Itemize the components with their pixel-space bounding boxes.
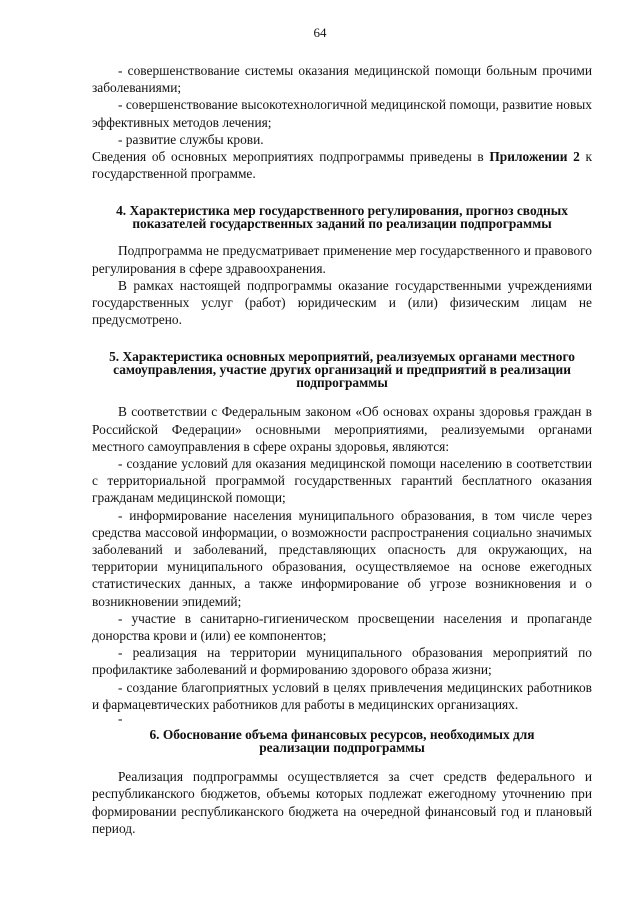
section-6-heading: 6. Обоснование объема финансовых ресурсов, необходимых для реализации подпрограммы [149,727,535,756]
page-number: 64 [313,25,327,40]
events-note-tail: к государственной программе. [92,149,592,182]
list-item: - создание условий для оказания медицинской помощи населению в соответствии с территориальной программой государственных гарантий бесплатного оказания гражданам медицинской помощи; [92,456,592,506]
list-item: - создание благоприятных условий в целях привлечения медицинских работников и фармацевтических работников для работы в медицинских организациях. [92,679,592,712]
section-4-paragraph: В рамках настоящей подпрограммы оказание государственными учреждениями государственных услуг (работ) юридическим и (или) физическим лицам не предусмотрено. [92,277,592,328]
list-top [92,62,592,182]
list-item: - развитие службы крови. [118,131,264,147]
list-item: - совершенствование системы оказания медицинской помощи больным прочими заболеваниями; [92,63,592,96]
list-item: - совершенствование высокотехнологичной медицинской помощи, развитие новых эффективных методов лечения; [92,97,592,130]
section-4-paragraph: Подпрограмма не предусматривает применение мер государственного и правового регулирования в сфере здравоохранения. [92,243,592,276]
section-4-heading: 4. Характеристика мер государственного регулирования, прогноз сводных показателей государственных заданий по реализации подпрограммы [116,203,568,232]
section-6-paragraph: Реализация подпрограммы осуществляется за счет средств федерального и республиканского бюджетов, объемы которых подлежат ежегодному уточнению при формировании республиканского бюджета на очередной финансовый год и плановый период. [92,769,592,836]
section-5-heading: 5. Характеристика основных мероприятий, реализуемых органами местного самоуправления, участие других организаций и предприятий в реализации подпрограммы [109,349,575,391]
list-item: - информирование населения муниципального образования, в том числе через средства массовой информации, о возможности распространения социально значимых заболеваний и заболеваний, представляющих опасность для окружающих, на территории муниципального образования, осуществляемое на основе ежегодных статистических данных, а также информирование об угрозе возникновения и о возникновении эпидемий; [92,507,592,609]
events-note-text: Сведения об основных мероприятиях подпрограммы приведены в [92,149,490,165]
list-item: - реализация на территории муниципального образования мероприятий по профилактике заболеваний и формированию здорового образа жизни; [92,645,592,678]
list-item: - участие в санитарно-гигиеническом просвещении населения и пропаганде донорства крови и (или) ее компонентов; [92,610,592,644]
appendix-reference: Приложении 2 [489,149,580,165]
trailing-dash: - [118,711,123,727]
section-5-intro: В соответствии с Федеральным законом «Об основах охраны здоровья граждан в Российской Федерации» основными мероприятиями, реализуемыми органами местного самоуправления в сфере охраны здоровья, являются: [92,404,592,454]
events-note [92,148,592,182]
